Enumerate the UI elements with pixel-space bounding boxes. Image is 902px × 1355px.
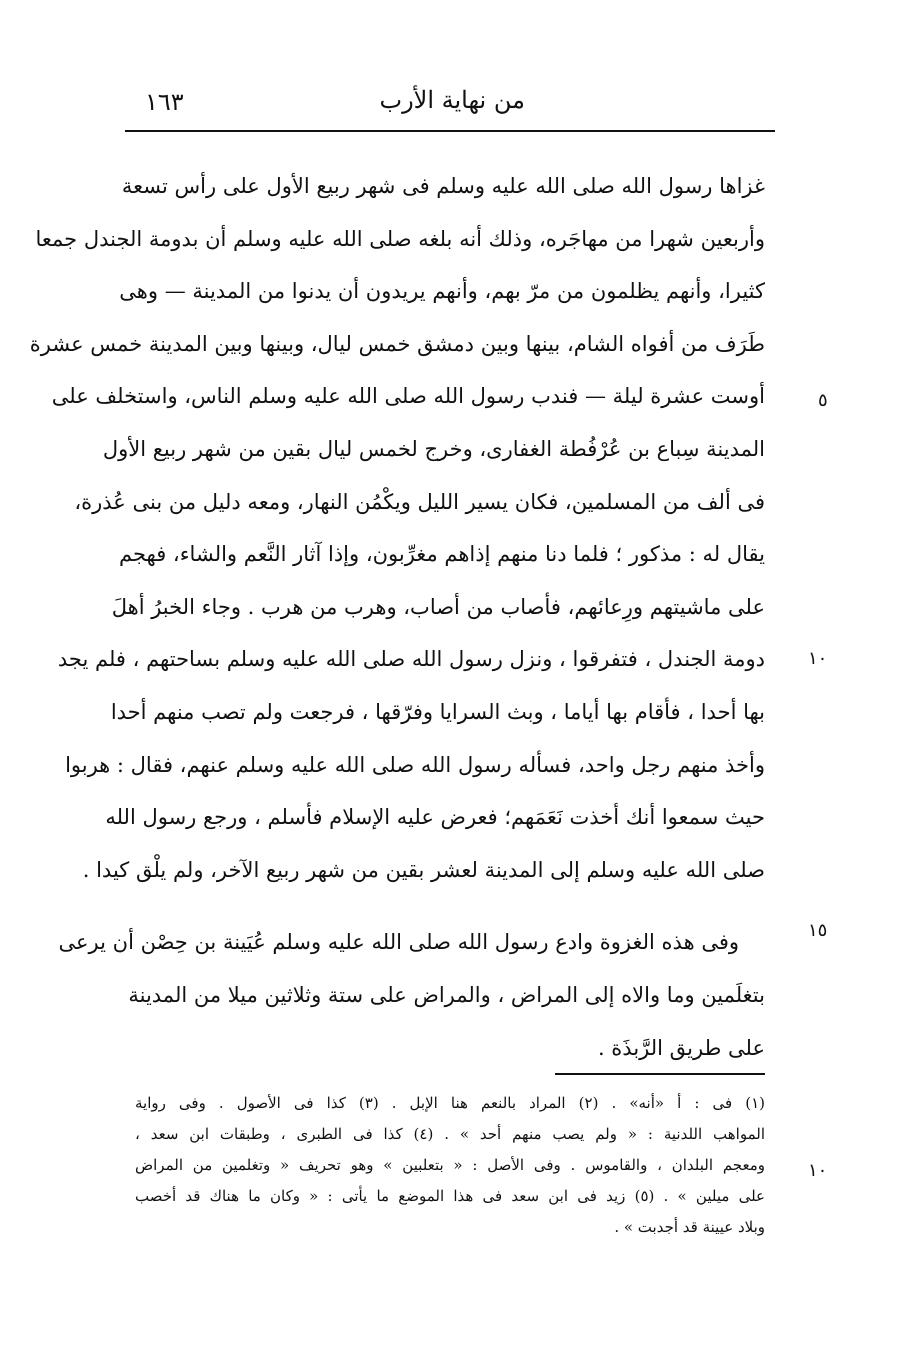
page-number: ١٦٣ [145, 88, 184, 116]
footnote-line-number-10: ١٠ [808, 1160, 828, 1181]
page-header [125, 78, 775, 128]
footnote-line: وبلاد عيينة قد أجدبت » . [614, 1218, 765, 1236]
text-line: يقال له : مذكور ؛ فلما دنا منهم إذاهم مغرِّبون، وإذا آثار النَّعم والشاء، فهجم [118, 542, 765, 567]
text-line: بتغلَمين وما والاه إلى المراض ، والمراض على ستة وثلاثين ميلا من المدينة [128, 982, 765, 1007]
header-rule [125, 130, 775, 132]
text-line: غزاها رسول الله صلى الله عليه وسلم فى شهر ربيع الأول على رأس تسعة [121, 174, 765, 198]
line-number-10: ١٠ [808, 648, 828, 669]
text-line: كثيرا، وأنهم يظلمون من مرّ بهم، وأنهم يريدون أن يدنوا من المدينة — وهى [119, 279, 765, 304]
text-line: طَرَف من أفواه الشام، بينها وبين دمشق خمس ليال، وبينها وبين المدينة خمس عشرة [29, 331, 765, 356]
text-line: وفى هذه الغزوة وادع رسول الله صلى الله عليه وسلم عُيَينة بن حِصْن أن يرعى [58, 930, 739, 955]
footnote-rule [555, 1073, 765, 1075]
text-line: دومة الجندل ، فتفرقوا ، ونزل رسول الله صلى الله عليه وسلم بساحتهم ، فلم يجد [57, 647, 765, 672]
text-line: وأربعين شهرا من مهاجَره، وذلك أنه بلغه صلى الله عليه وسلم أن بدومة الجندل جمعا [35, 226, 765, 251]
footnote-line: على ميلين » . (٥) زيد فى ابن سعد فى هذا الموضع ما يأتى : « وكان ما هناك قد أخصب [135, 1187, 765, 1205]
line-number-5: ٥ [818, 390, 828, 411]
text-line: على ماشيتهم ورِعائهم، فأصاب من أصاب، وهرب من هرب . وجاء الخبرُ أهلَ [111, 594, 765, 619]
paragraph-gap [135, 896, 765, 916]
text-line: المدينة سِباع بن عُرْفُطة الغفارى، وخرج لخمس ليال بقين من شهر ربيع الأول [102, 436, 765, 461]
running-title: من نهاية الأرب [379, 86, 525, 114]
footnote-line: (١) فى : أ «أنه» . (٢) المراد بالنعم هنا الإبل . (٣) كذا فى الأصول . وفى رواية [135, 1094, 765, 1112]
text-line: بها أحدا ، فأقام بها أياما ، وبث السرايا وفرّقها ، فرجعت ولم تصب منهم أحدا [110, 699, 765, 724]
footnote-line: ومعجم البلدان ، والقاموس . وفى الأصل : « بتعلبين » وهو تحريف « وتغلمين من المراض [135, 1156, 765, 1174]
main-text [29, 160, 765, 1074]
footnote-line: المواهب اللدنية : « ولم يصب منهم أحد » . (٤) كذا فى الطبرى ، وطبقات ابن سعد ، [135, 1125, 766, 1143]
line-number-15: ١٥ [808, 920, 828, 941]
text-line: حيث سمعوا أنك أخذت نَعَمَهم؛ فعرض عليه الإسلام فأسلم ، ورجع رسول الله [105, 805, 765, 830]
text-line: على طريق الرَّبذَة . [597, 1035, 765, 1060]
text-line: صلى الله عليه وسلم إلى المدينة لعشر بقين من شهر ربيع الآخر، ولم يلْق كيدا . [82, 857, 765, 882]
text-line: وأخذ منهم رجل واحد، فسأله رسول الله صلى الله عليه وسلم عنهم، فقال : هربوا [65, 752, 765, 777]
text-line: فى ألف من المسلمين، فكان يسير الليل ويكْمُن النهار، ومعه دليل من بنى عُذرة، [74, 489, 765, 514]
footnotes [135, 1088, 765, 1243]
text-line: أوست عشرة ليلة — فندب رسول الله صلى الله عليه وسلم الناس، واستخلف على [51, 384, 765, 409]
